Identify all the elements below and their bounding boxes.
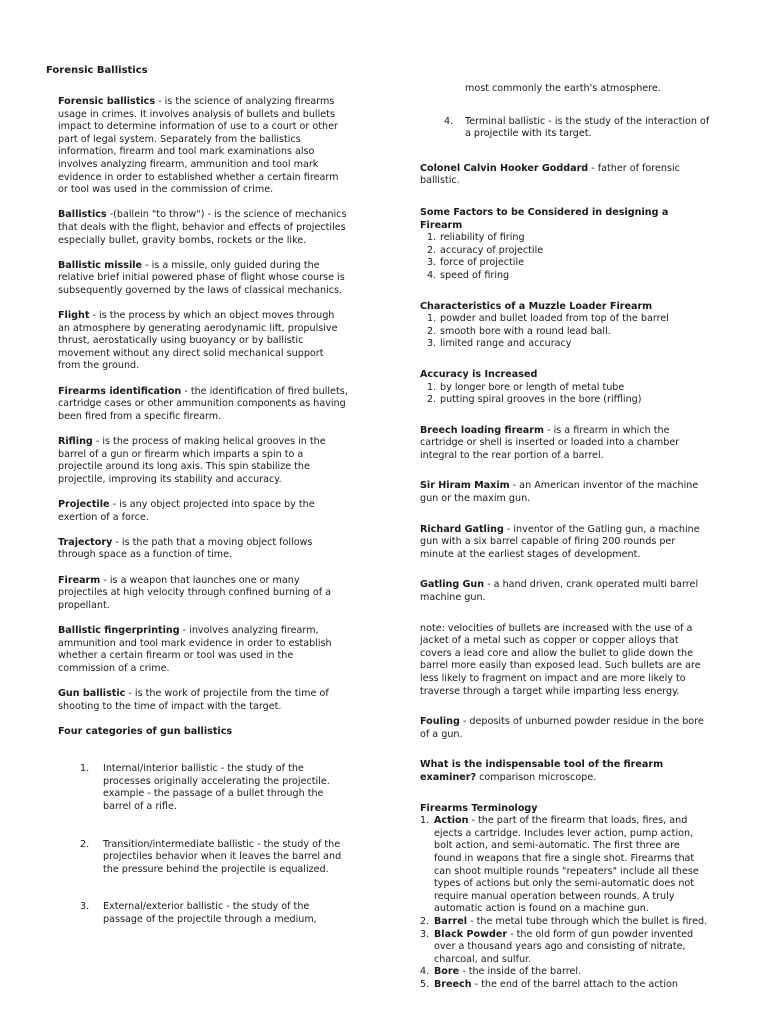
definition-goddard: Colonel Calvin Hooker Goddard - father of forensic ballistic. — [420, 162, 680, 187]
list-item: 3. force of projectile — [427, 257, 525, 269]
category-continuation: most commonly the earth's atmosphere. — [465, 83, 661, 94]
definition-richard-gatling: Richard Gatling - inventor of the Gatling gun, a machine gun with a six barrel capable of firing 200 rounds per minute at the earliest stages of development. — [420, 523, 700, 560]
list-item: 1. by longer bore or length of metal tube — [427, 381, 625, 393]
definition-flight: Flight - is the process by which an object moves through an atmosphere by generating aerodynamic lift, propulsive thrust, aerostatically using buoyancy or by ballistic movement without any direct solid mechanical support from the ground. — [58, 310, 338, 372]
categories-heading: Four categories of gun ballistics — [58, 725, 233, 737]
terminology-list — [420, 815, 710, 991]
list-item: 1. powder and bullet loaded from top of the barrel — [427, 313, 669, 325]
list-item: 4. Bore - the inside of the barrel. — [420, 966, 582, 978]
definition-breech-loading: Breech loading firearm - is a firearm in which the cartridge or shell is inserted or loaded into a chamber integral to the rear portion of a barrel. — [420, 424, 680, 461]
velocity-note: note: velocities of bullets are increased with the use of a jacket of a metal such as copper or copper alloys that covers a lead core and allow the bullet to glide down the barrel more easily than exposed lead. Such bullets are are less likely to fragment on impact and are more likely to traverse through a target while imparting less energy. — [420, 622, 701, 697]
list-item: 2. smooth bore with a round lead ball. — [427, 325, 611, 337]
definition-ballistic-missile: Ballistic missile - is a missile, only guided during the relative brief initial powered phase of flight whose course is subsequently governed by the laws of classical mechanics. — [58, 259, 345, 296]
definition-hiram-maxim: Sir Hiram Maxim - an American inventor of the machine gun or the maxim gun. — [420, 480, 699, 505]
definition-gatling-gun: Gatling Gun - a hand driven, crank operated multi barrel machine gun. — [420, 579, 699, 604]
definition-projectile: Projectile - is any object projected into space by the exertion of a force. — [58, 499, 315, 523]
definition-ballistics: Ballistics -(ballein "to throw") - is the science of mechanics that deals with the flight, behavior and effects of projectiles especially bullet, gravity bombs, rockets or the like. — [58, 209, 347, 246]
definition-trajectory: Trajectory - is the path that a moving object follows through space as a function of time. — [58, 536, 313, 561]
list-item: 4. speed of firing — [427, 269, 510, 281]
right-column — [420, 83, 710, 991]
definition-gun-ballistic: Gun ballistic - is the work of projectile from the time of shooting to the time of impact with the target. — [58, 687, 329, 712]
list-item: 3. Black Powder - the old form of gun powder invented over a thousand years ago and consisting of nitrate, charcoal, and sulfur. — [420, 928, 694, 965]
accuracy-list — [420, 382, 710, 407]
list-item: 4. Terminal ballistic - is the study of the interaction of a projectile with its target. — [444, 115, 710, 140]
left-column — [58, 96, 348, 927]
definition-firearms-identification: Firearms identification - the identification of fired bullets, cartridge cases or other ammunition components as having been fired from a specific firearm. — [58, 385, 348, 422]
definition-firearm: Firearm - is a weapon that launches one or many projectiles at high velocity through confined burning of a propellant. — [58, 574, 331, 611]
page-title: Forensic Ballistics — [46, 65, 148, 76]
definition-fouling: Fouling - deposits of unburned powder residue in the bore of a gun. — [420, 716, 704, 740]
muzzle-heading: Characteristics of a Muzzle Loader Firearm — [420, 300, 653, 312]
factors-list — [420, 232, 710, 282]
list-item: 1. reliability of firing — [427, 232, 525, 244]
list-item: 2. Transition/intermediate ballistic - the study of the projectiles behavior when it leaves the barrel and the pressure behind the projectile is equalized. — [80, 838, 342, 875]
list-item: 3. External/exterior ballistic - the study of the passage of the projectile through a medium, — [80, 901, 317, 926]
terminology-heading: Firearms Terminology — [420, 802, 538, 814]
list-item: 2. Barrel - the metal tube through which the bullet is fired. — [420, 915, 708, 927]
factors-heading: Some Factors to be Considered in designing a Firearm — [420, 206, 669, 231]
accuracy-heading: Accuracy is Increased — [420, 368, 538, 380]
indispensable-tool-question: What is the indispensable tool of the firearm examiner? comparison microscope. — [420, 759, 664, 783]
definition-rifling: Rifling - is the process of making helical grooves in the barrel of a gun or firearm which imparts a spin to a projectile around its long axis. This spin stabilize the projectile, improving its stability and accuracy. — [58, 436, 326, 485]
list-item: 1. Action - the part of the firearm that loads, fires, and ejects a cartridge. Includes lever action, pump action, bolt action, and semi-automatic. The first three are found in weapons that fire a single shot. Firearms that can shoot multiple rounds "repeaters" include all these types of actions but only the semi-automatic does not require manual operation between rounds. A truly automatic action is found on a machine gun. — [420, 815, 699, 915]
muzzle-list — [420, 313, 710, 351]
definition-forensic-ballistics: Forensic ballistics - is the science of analyzing firearms usage in crimes. It involves analysis of bullets and bullets impact to determine information of use to a court or other part of legal system. Separately from the ballistics information, firearm and tool mark examinations also involves analyzing firearm, ammunition and tool mark evidence in order to established whether a certain firearm or tool was used in the commission of crime. — [58, 96, 339, 196]
list-item: 5. Breech - the end of the barrel attach to the action — [420, 978, 678, 990]
list-item: 2. accuracy of projectile — [427, 244, 544, 256]
list-item: 2. putting spiral grooves in the bore (riffling) — [427, 394, 642, 406]
categories-list — [58, 763, 348, 926]
list-item: 1. Internal/interior ballistic - the study of the processes originally accelerating the projectile. example - the passage of a bullet through the barrel of a rifle. — [80, 763, 330, 813]
definition-ballistic-fingerprinting: Ballistic fingerprinting - involves analyzing firearm, ammunition and tool mark evidence in order to establish whether a certain firearm or tool was used in the commission of a crime. — [58, 624, 332, 674]
list-item: 3. limited range and accuracy — [427, 338, 572, 350]
